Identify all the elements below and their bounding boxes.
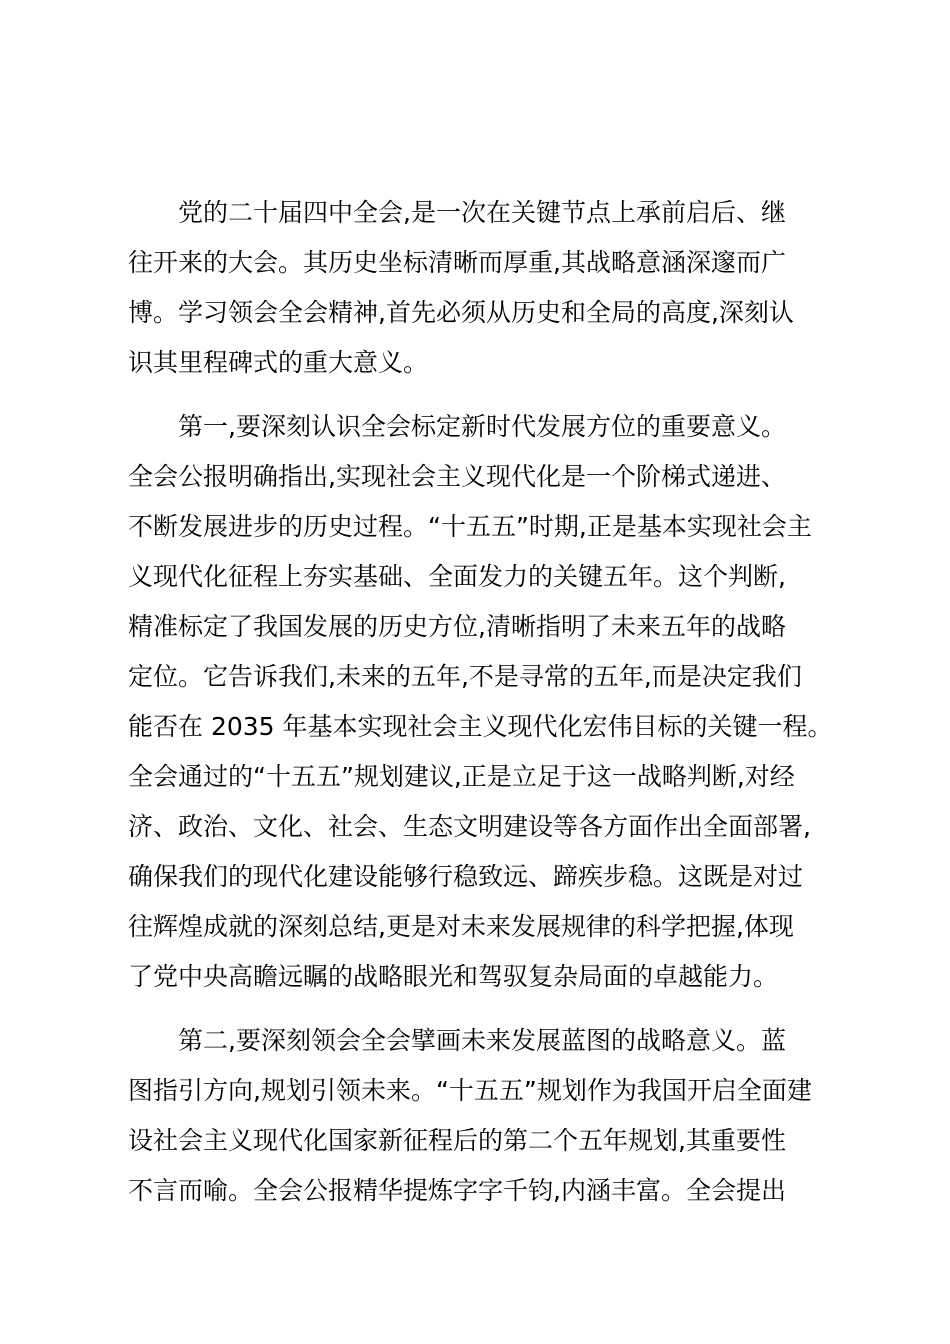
text-line: 不断发展进步的历史过程。“十五五”时期,正是基本实现社会主	[128, 512, 812, 541]
text-line: 识其里程碑式的重大意义。	[128, 348, 429, 377]
text-line: 定位。它告诉我们,未来的五年,不是寻常的五年,而是决定我们	[128, 662, 802, 691]
text-line: 全会通过的“十五五”规划建议,正是立足于这一战略判断,对经	[128, 762, 795, 791]
text-line: 第一,要深刻认识全会标定新时代发展方位的重要意义。	[178, 412, 786, 441]
text-line: 精准标定了我国发展的历史方位,清晰指明了未来五年的战略	[128, 612, 786, 641]
text-line: 第二,要深刻领会全会擘画未来发展蓝图的战略意义。蓝	[178, 1026, 786, 1055]
text-line: 能否在 2035 年基本实现社会主义现代化宏伟目标的关键一程。	[128, 712, 833, 741]
text-line: 确保我们的现代化建设能够行稳致远、蹄疾步稳。这既是对过	[128, 862, 804, 891]
text-line: 济、政治、文化、社会、生态文明建设等各方面作出全面部署,	[128, 812, 811, 841]
paragraph-first-point	[128, 402, 848, 1002]
text-line: 了党中央高瞻远瞩的战略眼光和驾驭复杂局面的卓越能力。	[128, 962, 779, 991]
paragraph-intro	[128, 188, 848, 388]
document-body	[128, 188, 848, 1230]
text-line: 不言而喻。全会公报精华提炼字字千钧,内涵丰富。全会提出	[128, 1176, 786, 1205]
paragraph-second-point	[128, 1016, 848, 1216]
text-line: 图指引方向,规划引领未来。“十五五”规划作为我国开启全面建	[128, 1076, 812, 1105]
text-line: 党的二十届四中全会,是一次在关键节点上承前启后、继	[178, 198, 786, 227]
text-line: 往辉煌成就的深刻总结,更是对未来发展规律的科学把握,体现	[128, 912, 794, 941]
text-line: 往开来的大会。其历史坐标清晰而厚重,其战略意涵深邃而广	[128, 248, 786, 277]
text-line: 博。学习领会全会精神,首先必须从历史和全局的高度,深刻认	[128, 298, 794, 327]
text-line: 义现代化征程上夯实基础、全面发力的关键五年。这个判断,	[128, 562, 786, 591]
text-line: 全会公报明确指出,实现社会主义现代化是一个阶梯式递进、	[128, 462, 786, 491]
text-line: 设社会主义现代化国家新征程后的第二个五年规划,其重要性	[128, 1126, 786, 1155]
